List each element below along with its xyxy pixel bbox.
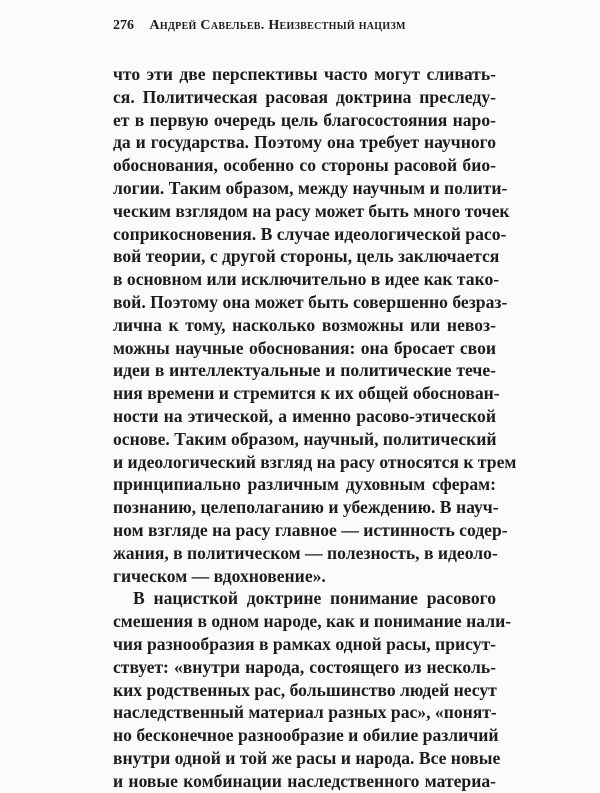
text-line: лична к тому, насколько возможны или невоз- [113,314,496,335]
text-line: ном взгляде на расу главное — истинность содер- [113,519,508,540]
text-line: и новые комбинации наследственного материа- [113,770,496,791]
text-line: что эти две перспективы часто могут сливать- [113,64,496,84]
text-line: В нацисткой доктрине понимание расового [133,588,496,609]
text-line: основе. Таким образом, научный, политический [113,428,497,449]
text-line: познанию, целеполаганию и убеждению. В науч- [113,497,499,518]
text-line: идеи в интеллектуальные и политические тече- [113,360,496,381]
text-line: соприкосновения. В случае идеологической расо- [113,223,507,244]
text-line: да и государства. Поэтому она требует научного [113,132,496,153]
page-number: 276 [113,18,134,33]
text-line: в основном или исключительно в идее как тако- [113,269,500,290]
text-line: ет в первую очередь цель благосостояния наро- [113,109,496,130]
text-line: гическом — вдохновение». [113,565,326,586]
text-line: наследственный материал разных рас», «понят- [113,702,497,723]
running-header [113,18,406,34]
paragraph [113,587,512,792]
text-line: ния времени и стремится к их общей обоснован- [113,383,500,404]
text-line: ких родственных рас, большинство людей несут [113,679,497,700]
text-line: логии. Таким образом, между научным и полити- [113,177,508,198]
text-line: можны научные обоснования: она бросает свои [113,337,496,358]
text-line: но бесконечное разнообразие и обилие различий [113,725,499,746]
text-line: принципиально различным духовным сферам: [113,474,496,495]
text-line: ствует: «внутри народа, состоящего из несколь- [113,656,496,677]
text-line: ности на этической, а именно расово-этической [113,405,496,426]
text-line: вой. Поэтому она может быть совершенно безраз- [113,291,508,312]
running-title: Андрей Савельев. Неизвестный нацизм [149,18,406,33]
text-line: вой теории, с другой стороны, цель заключается [113,246,500,267]
text-line: ся. Политическая расовая доктрина преследу- [113,86,496,107]
paragraph [113,63,517,587]
page-body-text [113,63,517,793]
text-line: внутри одной и той же расы и народа. Все новые [113,747,501,768]
text-line: жания, в политическом — полезность, в идеоло- [113,542,498,563]
text-line: смешения в одном народе, как и понимание нали- [113,611,512,632]
text-line: ческим взглядом на расу может быть много точек [113,200,510,221]
text-line: чия разнообразия в рамках одной расы, присут- [113,633,496,654]
text-line: и идеологический взгляд на расу относятся к трем [113,451,517,472]
text-line: обоснования, особенно со стороны расовой био- [113,155,496,176]
